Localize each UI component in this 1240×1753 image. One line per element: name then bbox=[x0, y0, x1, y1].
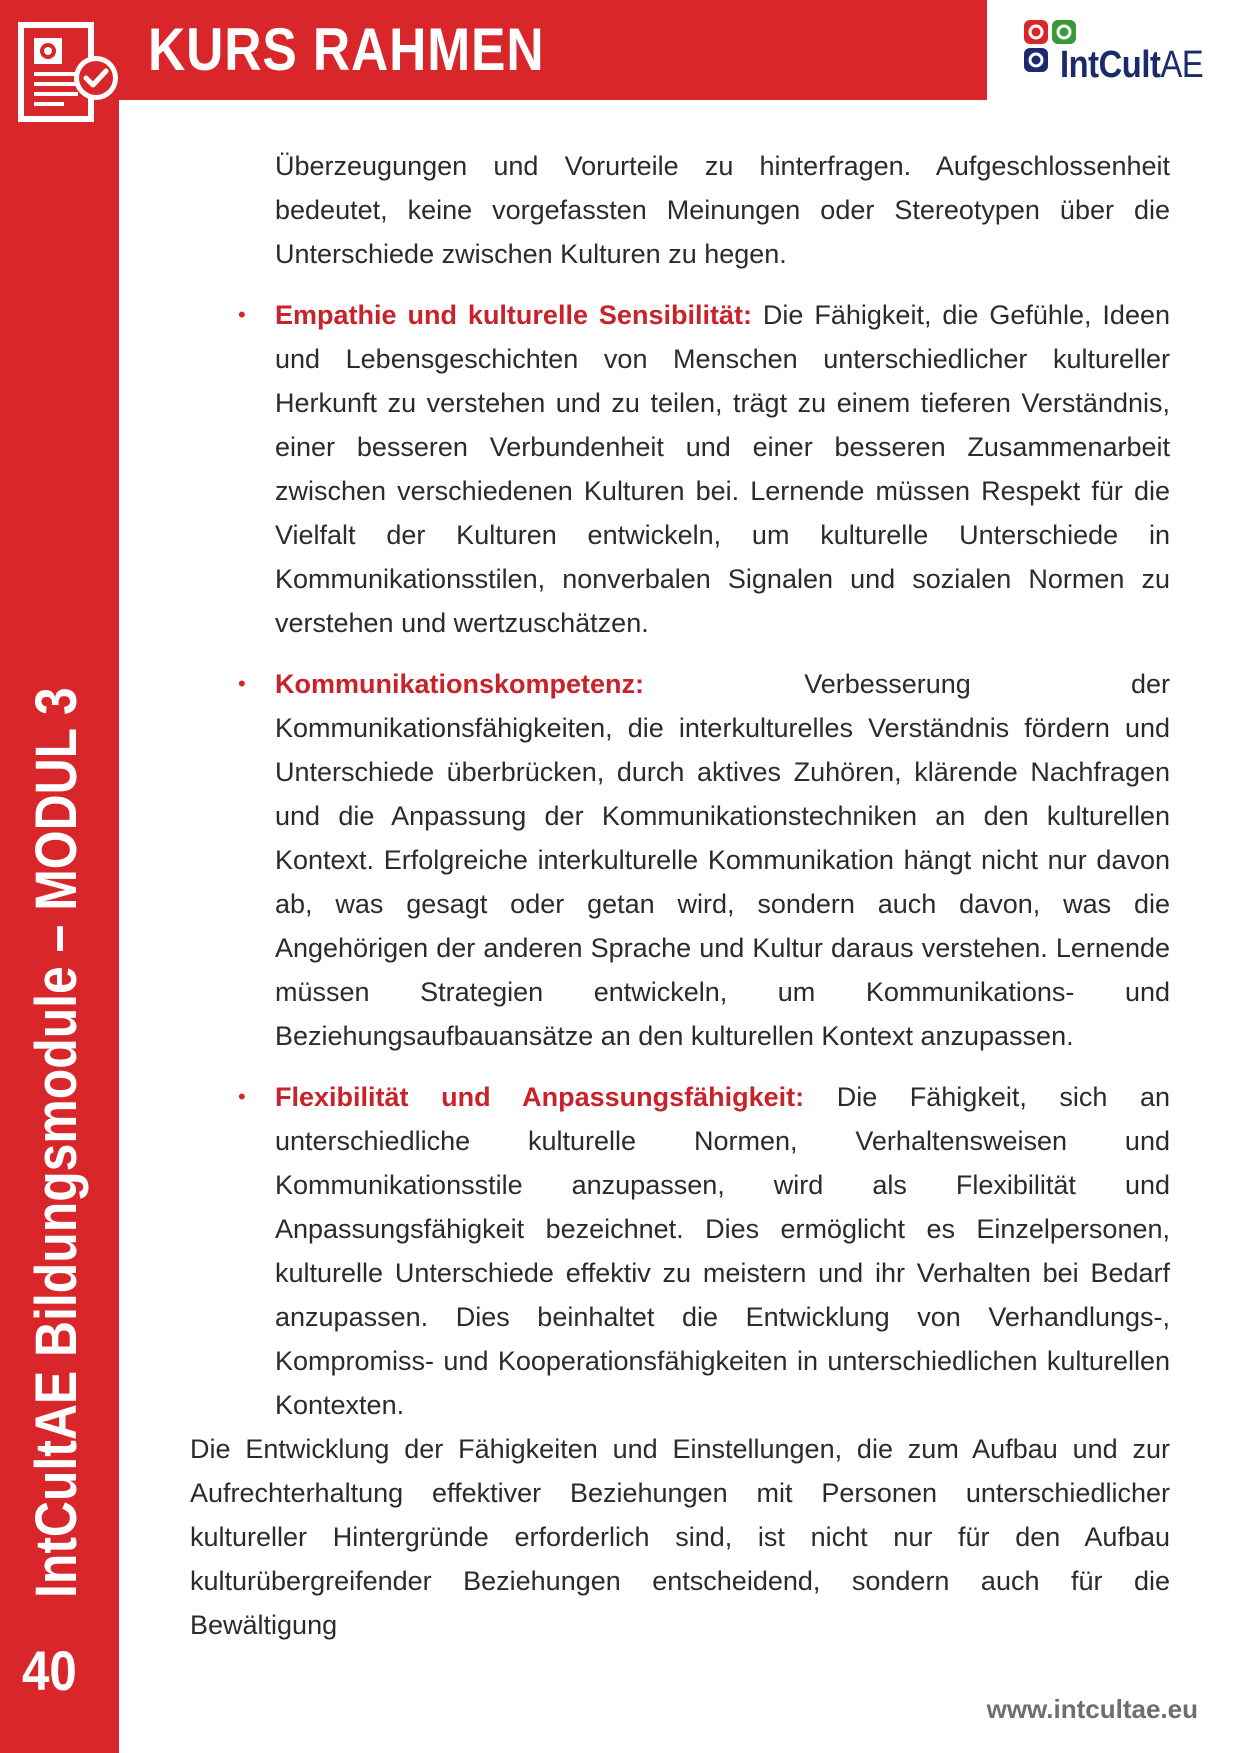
list-item bbox=[190, 293, 1170, 645]
list-item bbox=[190, 1075, 1170, 1427]
footer-url[interactable]: www.intcultae.eu bbox=[986, 1694, 1198, 1724]
term-description: Verbesserung der Kommunikationsfähigkeiten, die interkulturelles Verständnis fördern und Unterschiede überbrücken, durch aktives Zuhören, klärende Nachfragen und die Anpassung der Kommunikationstechniken an den kulturellen Kontext. Erfolgreiche interkulturelle Kommunikation hängt nicht nur davon ab, was gesagt oder getan wird, sondern auch davon, was die Angehörigen der anderen Sprache und Kultur daraus verstehen. Lernende müssen Strategien entwickeln, um Kommunikations- und Beziehungsaufbauansätze an den kulturellen Kontext anzupassen. bbox=[275, 669, 1170, 1051]
logo-text-light: AE bbox=[1160, 44, 1204, 86]
competence-list bbox=[190, 293, 1170, 1427]
bullet-icon: • bbox=[238, 671, 246, 696]
term-description: Die Fähigkeit, die Gefühle, Ideen und Lebensgeschichten von Menschen unterschiedlicher kultureller Herkunft zu verstehen und zu teilen, trägt zu einem tieferen Verständnis, einer besseren Verbundenheit und einer besseren Zusammenarbeit zwischen verschiedenen Kulturen bei. Lernende müssen Respekt für die Vielfalt der Kulturen entwickeln, um kulturelle Unterschiede in Kommunikationsstilen, nonverbalen Signalen und sozialen Normen zu verstehen und wertzuschätzen. bbox=[275, 300, 1170, 638]
page-number: 40 bbox=[22, 1639, 77, 1702]
term-label: Kommunikationskompetenz: bbox=[275, 669, 645, 699]
logo-text bbox=[1060, 44, 1203, 86]
term-description: Die Fähigkeit, sich an unterschiedliche kulturelle Normen, Verhaltensweisen und Kommunikationsstile anzupassen, wird als Flexibilität und Anpassungsfähigkeit bezeichnet. Dies ermöglicht es Einzelpersonen, kulturelle Unterschiede effektiv zu meistern und ihr Verhalten bei Bedarf anzupassen. Dies beinhaltet die Entwicklung von Verhandlungs-, Kompromiss- und Kooperationsfähigkeiten in unterschiedlichen kulturellen Kontexten. bbox=[275, 1082, 1170, 1420]
term-label: Empathie und kulturelle Sensibilität: bbox=[275, 300, 752, 330]
page-title: KURS RAHMEN bbox=[148, 16, 545, 83]
intro-paragraph: Überzeugungen und Vorurteile zu hinterfragen. Aufgeschlossenheit bedeutet, keine vorgefassten Meinungen oder Stereotypen über die Unterschiede zwischen Kulturen zu hegen. bbox=[275, 151, 1170, 269]
vertical-title-wrap bbox=[22, 598, 92, 1598]
logo-text-bold: IntCult bbox=[1060, 44, 1161, 86]
bullet-icon: • bbox=[238, 302, 246, 327]
document-check-icon bbox=[18, 22, 120, 132]
closing-paragraph: Die Entwicklung der Fähigkeiten und Einstellungen, die zum Aufbau und zur Aufrechterhaltung effektiver Beziehungen mit Personen unterschiedlicher kultureller Hintergründe erforderlich sind, ist nicht nur für den Aufbau kulturübergreifender Beziehungen entscheidend, sondern auch für die Bewältigung bbox=[190, 1434, 1170, 1640]
vertical-title: IntCultAE Bildungsmodule – MODUL 3 bbox=[24, 687, 89, 1598]
bullet-icon: • bbox=[238, 1084, 246, 1109]
list-item bbox=[190, 662, 1170, 1058]
main-content bbox=[190, 144, 1170, 1647]
term-label: Flexibilität und Anpassungsfähigkeit: bbox=[275, 1082, 805, 1112]
